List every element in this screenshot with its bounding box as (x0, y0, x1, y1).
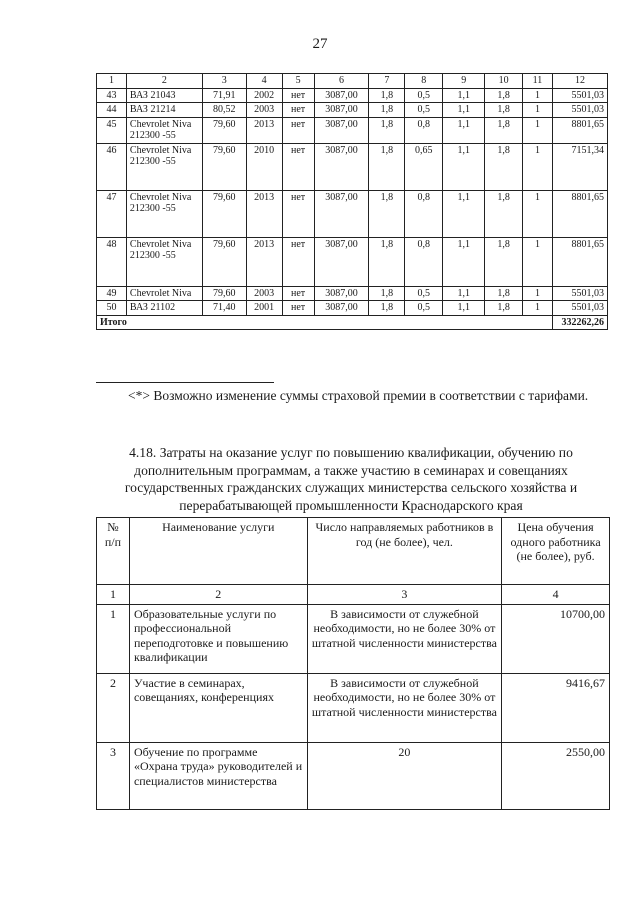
column-number: 11 (523, 74, 553, 89)
training-price: 2550,00 (502, 742, 610, 809)
vehicle-model: Chevrolet Niva 212300 -55 (126, 117, 202, 143)
column-number: 7 (369, 74, 405, 89)
insurance-premium: 7151,34 (552, 143, 607, 190)
coefficient: 1,8 (485, 301, 523, 316)
trailer-flag: нет (282, 301, 314, 316)
vehicle-model: Chevrolet Niva 212300 -55 (126, 190, 202, 237)
vehicle-model: ВАЗ 21102 (126, 301, 202, 316)
column-number: 12 (552, 74, 607, 89)
manufacture-year: 2003 (246, 103, 282, 118)
trailer-flag: нет (282, 103, 314, 118)
row-number: 43 (97, 88, 127, 103)
table-row (97, 190, 608, 237)
base-rate: 3087,00 (314, 301, 369, 316)
service-name: Образовательные услуги по профессиональной переподготовке и повышению квалификации (129, 604, 307, 673)
coefficient: 1,8 (369, 301, 405, 316)
coefficient: 1,1 (443, 88, 485, 103)
row-number: 47 (97, 190, 127, 237)
base-rate: 3087,00 (314, 190, 369, 237)
coefficient: 1,8 (485, 103, 523, 118)
footnote: <*> Возможно изменение суммы страховой премии в соответствии с тарифами. (128, 388, 589, 403)
manufacture-year: 2003 (246, 286, 282, 301)
insurance-premium: 5501,03 (552, 103, 607, 118)
coefficient: 1,8 (369, 237, 405, 286)
coefficient: 1,1 (443, 143, 485, 190)
coefficient: 1,1 (443, 301, 485, 316)
vehicle-model: ВАЗ 21214 (126, 103, 202, 118)
coefficient: 0,5 (405, 286, 443, 301)
row-number: 46 (97, 143, 127, 190)
coefficient: 0,5 (405, 88, 443, 103)
header-name: Наименование услуги (129, 518, 307, 585)
coefficient: 1,1 (443, 103, 485, 118)
coefficient: 1,1 (443, 286, 485, 301)
table-row (97, 103, 608, 118)
total-label: Итого (97, 315, 553, 330)
coefficient: 1 (523, 301, 553, 316)
column-number-row (97, 74, 608, 89)
coefficient: 1,8 (485, 88, 523, 103)
coefficient: 1,1 (443, 190, 485, 237)
row-number: 45 (97, 117, 127, 143)
service-number: 1 (97, 604, 130, 673)
table-row (97, 237, 608, 286)
section-title: 4.18. Затраты на оказание услуг по повышению квалификации, обучению по дополнительным программам, а также участию в семинарах и совещаниях государственных гражданских служащих министерства сельского хозяйства и перерабатывающей промышленности Краснодарского края (124, 445, 578, 513)
training-services-table (96, 517, 610, 810)
insurance-premium: 8801,65 (552, 190, 607, 237)
column-number: 1 (97, 74, 127, 89)
coefficient: 1,8 (485, 286, 523, 301)
vehicle-model: ВАЗ 21043 (126, 88, 202, 103)
service-number: 3 (97, 742, 130, 809)
coefficient: 1,1 (443, 237, 485, 286)
column-number: 6 (314, 74, 369, 89)
coefficient: 0,8 (405, 117, 443, 143)
insurance-premium: 8801,65 (552, 117, 607, 143)
table-row (97, 143, 608, 190)
column-number: 10 (485, 74, 523, 89)
engine-power: 79,60 (202, 117, 246, 143)
coefficient: 1,8 (485, 190, 523, 237)
coefficient: 1 (523, 88, 553, 103)
engine-power: 71,40 (202, 301, 246, 316)
header-row (97, 518, 610, 585)
coefficient: 1,8 (485, 237, 523, 286)
vehicle-model: Chevrolet Niva 212300 -55 (126, 237, 202, 286)
trailer-flag: нет (282, 117, 314, 143)
column-number: 4 (502, 585, 610, 605)
row-number: 50 (97, 301, 127, 316)
footnote-separator (96, 382, 274, 383)
vehicle-insurance-table (96, 73, 608, 330)
table-row (97, 604, 610, 673)
engine-power: 71,91 (202, 88, 246, 103)
coefficient: 1,8 (369, 286, 405, 301)
trailer-flag: нет (282, 88, 314, 103)
coefficient: 0,8 (405, 190, 443, 237)
table-row (97, 117, 608, 143)
header-price: Цена обучения одного работника (не более), руб. (502, 518, 610, 585)
base-rate: 3087,00 (314, 143, 369, 190)
coefficient: 1,8 (485, 143, 523, 190)
table-row (97, 673, 610, 742)
vehicle-model: Chevrolet Niva (126, 286, 202, 301)
coefficient: 1,8 (369, 117, 405, 143)
column-number: 1 (97, 585, 130, 605)
header-num: № п/п (97, 518, 130, 585)
coefficient: 1 (523, 190, 553, 237)
total-value: 332262,26 (552, 315, 607, 330)
trailer-flag: нет (282, 190, 314, 237)
column-number: 5 (282, 74, 314, 89)
engine-power: 79,60 (202, 190, 246, 237)
employee-count: 20 (307, 742, 502, 809)
table-row (97, 742, 610, 809)
manufacture-year: 2001 (246, 301, 282, 316)
coefficient: 0,5 (405, 103, 443, 118)
coefficient: 1 (523, 143, 553, 190)
manufacture-year: 2002 (246, 88, 282, 103)
base-rate: 3087,00 (314, 103, 369, 118)
training-price: 9416,67 (502, 673, 610, 742)
vehicle-model: Chevrolet Niva 212300 -55 (126, 143, 202, 190)
service-name: Обучение по программе «Охрана труда» руководителей и специалистов министерства (129, 742, 307, 809)
engine-power: 80,52 (202, 103, 246, 118)
row-number: 49 (97, 286, 127, 301)
table-row (97, 88, 608, 103)
coefficient: 1,1 (443, 117, 485, 143)
coefficient: 0,5 (405, 301, 443, 316)
coefficient: 1,8 (369, 103, 405, 118)
coefficient: 1 (523, 237, 553, 286)
column-number: 3 (202, 74, 246, 89)
coefficient: 1 (523, 117, 553, 143)
base-rate: 3087,00 (314, 237, 369, 286)
trailer-flag: нет (282, 286, 314, 301)
column-number: 3 (307, 585, 502, 605)
insurance-premium: 8801,65 (552, 237, 607, 286)
column-number: 2 (129, 585, 307, 605)
table-row (97, 301, 608, 316)
trailer-flag: нет (282, 237, 314, 286)
header-count: Число направляемых работников в год (не более), чел. (307, 518, 502, 585)
row-number: 48 (97, 237, 127, 286)
row-number: 44 (97, 103, 127, 118)
manufacture-year: 2013 (246, 117, 282, 143)
column-number: 4 (246, 74, 282, 89)
employee-count: В зависимости от служебной необходимости, но не более 30% от штатной численности министерства (307, 604, 502, 673)
insurance-premium: 5501,03 (552, 301, 607, 316)
engine-power: 79,60 (202, 143, 246, 190)
column-number-row (97, 585, 610, 605)
column-number: 2 (126, 74, 202, 89)
manufacture-year: 2013 (246, 237, 282, 286)
base-rate: 3087,00 (314, 286, 369, 301)
insurance-premium: 5501,03 (552, 88, 607, 103)
table-row (97, 286, 608, 301)
training-price: 10700,00 (502, 604, 610, 673)
service-name: Участие в семинарах, совещаниях, конференциях (129, 673, 307, 742)
manufacture-year: 2013 (246, 190, 282, 237)
coefficient: 0,65 (405, 143, 443, 190)
coefficient: 1,8 (369, 143, 405, 190)
total-row (97, 315, 608, 330)
employee-count: В зависимости от служебной необходимости, но не более 30% от штатной численности министерства (307, 673, 502, 742)
column-number: 8 (405, 74, 443, 89)
coefficient: 1,8 (369, 88, 405, 103)
coefficient: 1 (523, 103, 553, 118)
coefficient: 0,8 (405, 237, 443, 286)
insurance-premium: 5501,03 (552, 286, 607, 301)
engine-power: 79,60 (202, 237, 246, 286)
engine-power: 79,60 (202, 286, 246, 301)
base-rate: 3087,00 (314, 117, 369, 143)
base-rate: 3087,00 (314, 88, 369, 103)
column-number: 9 (443, 74, 485, 89)
trailer-flag: нет (282, 143, 314, 190)
manufacture-year: 2010 (246, 143, 282, 190)
coefficient: 1 (523, 286, 553, 301)
page-number: 27 (312, 36, 328, 52)
coefficient: 1,8 (485, 117, 523, 143)
service-number: 2 (97, 673, 130, 742)
coefficient: 1,8 (369, 190, 405, 237)
